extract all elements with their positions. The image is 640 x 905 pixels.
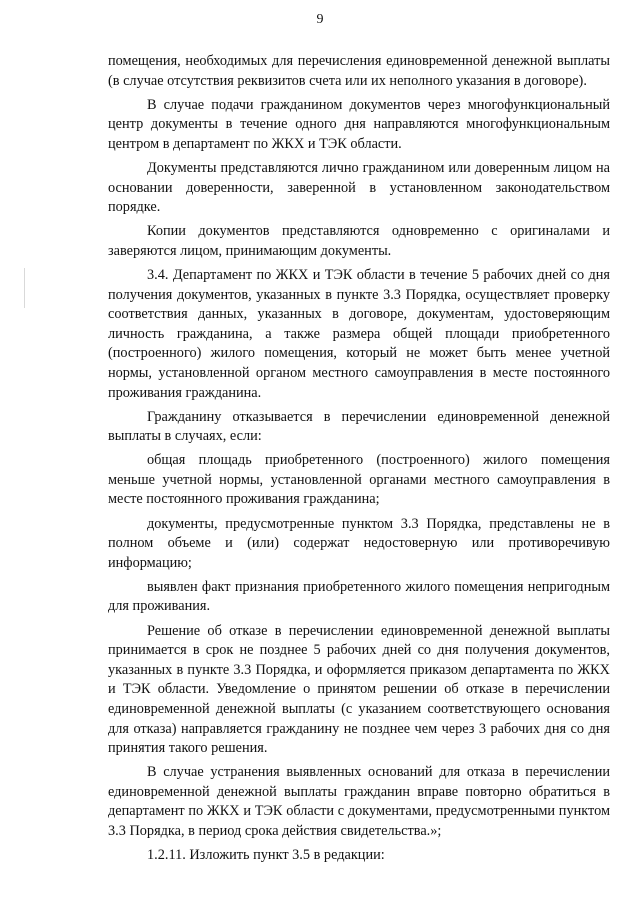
paragraph-payment-details-continued: помещения, необходимых для перечисления единовременной денежной выплаты (в случае отсутствия реквизитов счета или их неполного указания в договоре). — [108, 53, 610, 89]
paragraph-refusal-area: общая площадь приобретенного (построенного) жилого помещения меньше учетной нормы, установленной органами местного самоуправления в месте постоянного проживания гражданина; — [108, 452, 610, 508]
paragraph-refusal-intro: Гражданину отказывается в перечислении единовременной денежной выплаты в случаях, если: — [108, 408, 610, 445]
scan-margin-mark — [24, 268, 25, 308]
paragraph-clause-1-2-11: 1.2.11. Изложить пункт 3.5 в редакции: — [147, 847, 385, 864]
paragraph-document-copies: Копии документов представляются одновременно с оригиналами и заверяются лицом, принимающим документы. — [108, 223, 610, 259]
paragraph-refusal-decision: Решение об отказе в перечислении единовременной денежной выплаты принимается в срок не позднее 5 рабочих дней со дня получения документов, указанных в пункте 3.3 Порядка, и оформляется приказом департамента по ЖКХ и ТЭК области. Уведомление о принятом решении об отказе в перечислении единовременной денежной выплаты (с указанием соответствующего основания для отказа) направляется гражданину не позднее чем через 3 рабочих дня со дня принятия такого решения. — [108, 622, 610, 757]
paragraph-mfc-submission: В случае подачи гражданином документов через многофункциональный центр документы в течение одного дня направляются многофункциональным центром в департамент по ЖКХ и ТЭК области. — [108, 96, 610, 152]
paragraph-refusal-documents: документы, предусмотренные пунктом 3.3 Порядка, представлены не в полном объеме и (или) содержат недостоверную или противоречивую информацию; — [108, 515, 610, 571]
page-number: 9 — [316, 12, 324, 27]
paragraph-reapplication: В случае устранения выявленных оснований для отказа в перечислении единовременной денежной выплаты гражданин вправе повторно обратиться в департамент по ЖКХ и ТЭК области с документами, предусмотренными пунктом 3.3 Порядка, в период срока действия свидетельства.»; — [108, 764, 610, 839]
paragraph-personal-submission: Документы представляются лично гражданином или доверенным лицом на основании доверенности, заверенной в установленном законодательством порядке. — [108, 159, 610, 216]
paragraph-refusal-unfit: выявлен факт признания приобретенного жилого помещения непригодным для проживания. — [108, 578, 610, 615]
document-body — [108, 52, 610, 870]
paragraph-clause-3-4: 3.4. Департамент по ЖКХ и ТЭК области в течение 5 рабочих дней со дня получения документов, указанных в пункте 3.3 Порядка, осуществляет проверку соответствия данных, указанных в договоре, документам, удостоверяющим личность гражданина, а также размера общей площади приобретенного (построенного) жилого помещения, который не может быть менее учетной нормы, установленной органом местного самоуправления в месте постоянного проживания гражданина. — [108, 266, 610, 401]
